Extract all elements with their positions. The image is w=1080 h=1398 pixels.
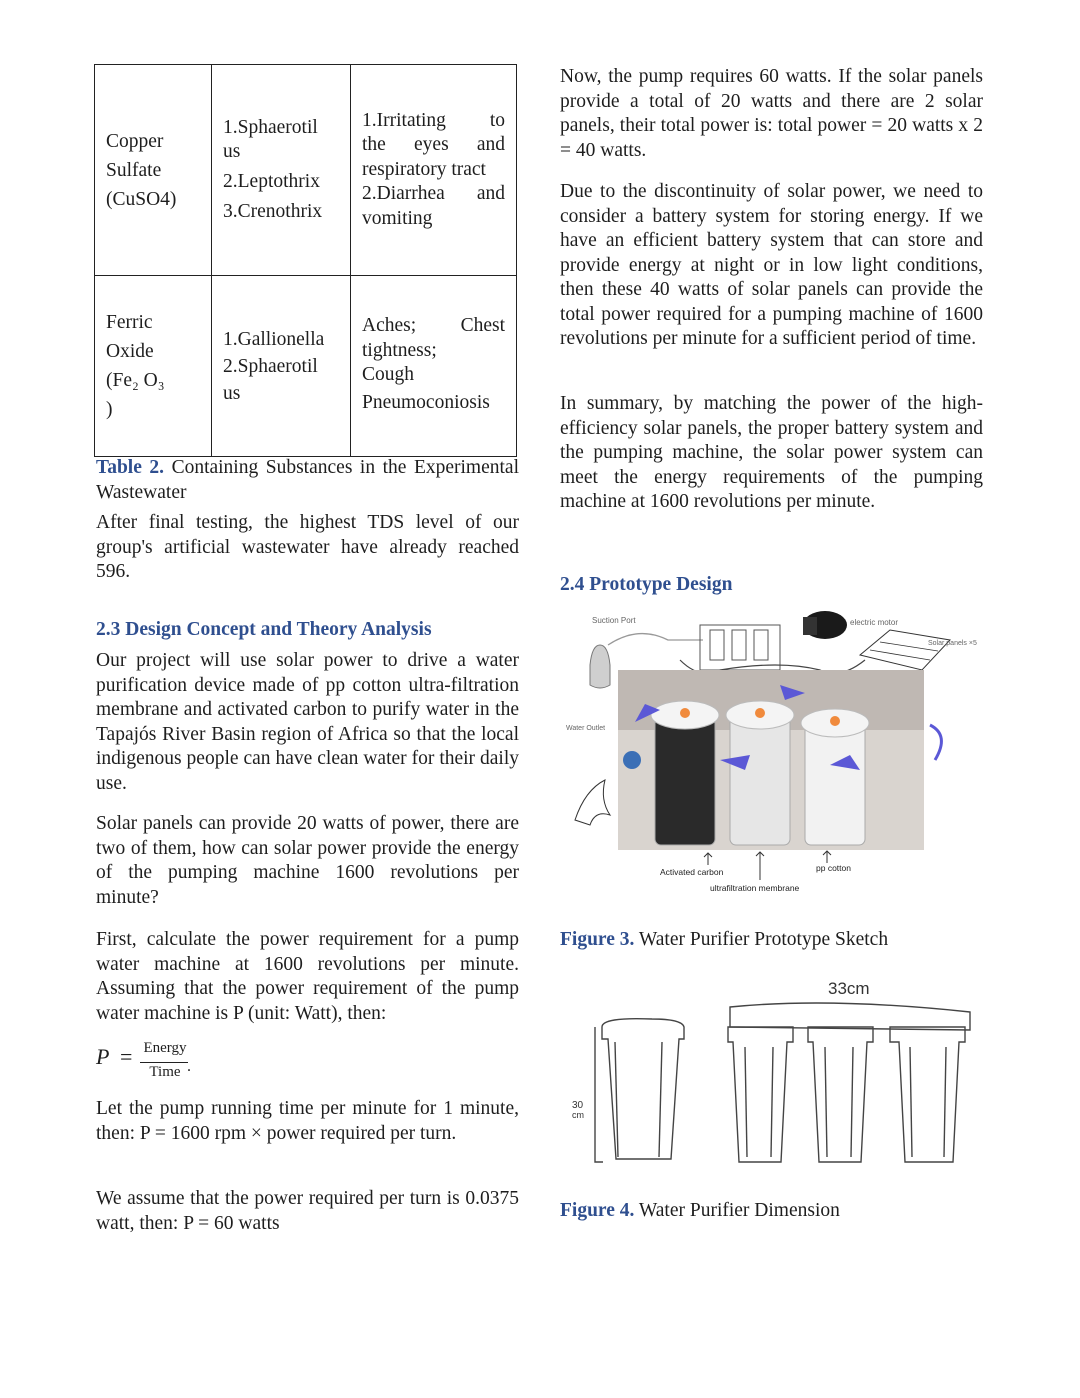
figure-3-caption — [560, 928, 983, 953]
cell-line: (Fe₂ O₃ — [106, 370, 165, 391]
cell-line: 1.Gallionella — [223, 328, 325, 350]
cell-line: Aches; Chest — [362, 315, 505, 337]
gauge-icon — [623, 751, 641, 769]
figure-4-caption — [560, 1199, 983, 1224]
paragraph: We assume that the power required per turn is 0.0375 watt, then: P = 60 watts — [96, 1188, 519, 1234]
table-cell-effects — [351, 276, 517, 457]
panel-line — [870, 650, 930, 660]
cell-line: Oxide — [106, 341, 154, 362]
cell-line: 1.Sphaerotil — [223, 117, 318, 138]
filter-sketch-unit — [710, 630, 724, 660]
caption-label: Figure 4. — [560, 1200, 635, 1221]
caption-text: Water Purifier Dimension — [638, 1200, 840, 1221]
dimension-sketch-svg — [560, 972, 983, 1172]
fraction-bar — [140, 1062, 188, 1063]
section-2-3-para-1 — [96, 649, 519, 796]
formula-variable: P — [96, 1044, 110, 1069]
motor-body — [803, 617, 817, 635]
single-canister-sketch — [595, 1019, 684, 1162]
table-cell-effects — [351, 65, 517, 276]
cap-knob — [680, 708, 690, 718]
cell-line: 2.Sphaerotil — [223, 355, 318, 377]
cell-line: 2.Diarrhea and — [362, 183, 505, 205]
label-electric-motor: electric motor — [850, 618, 899, 627]
paragraph: Now, the pump requires 60 watts. If the solar panels provide a total of 20 watts and there are 2 solar panels, their total power is: total power = 20 watts x 2 = 40 watts. — [560, 66, 983, 161]
right-para-2 — [560, 180, 983, 352]
height-dimension-unit: cm — [572, 1110, 584, 1120]
right-para-3 — [560, 392, 983, 515]
filter-sketch-unit — [732, 630, 746, 660]
ultrafiltration-canister — [730, 715, 790, 845]
paragraph: Solar panels can provide 20 watts of power, there are two of them, how can solar power provide the energy of the pumping machine 1600 revolutions per minute? — [96, 813, 519, 908]
cap-knob — [830, 716, 840, 726]
pointer-arrow-icon — [756, 852, 764, 880]
cell-line: us — [223, 382, 241, 404]
cell-line: 3.Crenothrix — [223, 201, 323, 222]
activated-carbon-canister — [655, 715, 715, 845]
curved-arrow-icon — [930, 725, 941, 760]
triple-canister-sketch — [728, 1003, 970, 1162]
cell-line: 1.Irritating to — [362, 109, 505, 131]
table-row — [95, 276, 517, 457]
label-pp-cotton: pp cotton — [816, 863, 851, 873]
table-cell-bacteria — [212, 65, 351, 276]
water-outlet-sketch — [575, 780, 610, 825]
table-2 — [94, 64, 517, 457]
cell-line: Ferric — [106, 312, 153, 333]
cell-line: Copper — [106, 130, 164, 152]
formula-numerator: Energy — [143, 1040, 187, 1056]
hose-line — [608, 634, 703, 645]
paragraph: First, calculate the power requirement for a pump water machine at 1600 revolutions per minute. Assuming that the power requirement of the pump water machine is P (unit: Watt), then: — [96, 929, 519, 1024]
caption-label: Table 2. — [96, 457, 165, 478]
cell-line: Cough — [362, 364, 415, 386]
section-2-3-para-5 — [96, 1187, 519, 1236]
cell-line: tightness; — [362, 339, 437, 361]
table-cell-substance — [95, 276, 212, 457]
paragraph: Let the pump running time per minute for 1 minute, then: P = 1600 rpm × power required per turn. — [96, 1098, 519, 1144]
section-heading-2-3: 2.3 Design Concept and Theory Analysis — [96, 619, 432, 640]
section-2-3-para-2 — [96, 812, 519, 910]
table-cell-substance — [95, 65, 212, 276]
caption-label: Figure 3. — [560, 929, 635, 950]
figure-3-prototype-sketch — [560, 605, 983, 900]
cell-line: ) — [106, 399, 113, 420]
height-dimension-label: 30 — [572, 1100, 584, 1111]
paragraph: Due to the discontinuity of solar power, we need to consider a battery system for storing energy. If we have an efficient battery system that can store and provide energy at night or in low light conditions, then these 40 watts of solar panels can provide the total power required for a pumping machine of 1600 revolutions per minute for a sufficient period of time. — [560, 181, 983, 349]
cell-line: 2.Leptothrix — [223, 171, 320, 192]
section-2-3-para-3 — [96, 928, 519, 1026]
suction-port-icon — [590, 645, 610, 688]
right-para-1 — [560, 65, 983, 163]
solar-panel-icon — [860, 630, 950, 670]
label-ultrafiltration: ultrafiltration membrane — [710, 883, 800, 893]
label-solar-panels: Solar panels ×5 — [928, 640, 977, 647]
label-activated-carbon: Activated carbon — [660, 867, 724, 877]
cell-line: Sulfate — [106, 159, 162, 181]
pointer-arrow-icon — [823, 851, 831, 863]
cap-knob — [755, 708, 765, 718]
pointer-arrow-icon — [704, 853, 712, 865]
label-water-outlet: Water Outlet — [566, 725, 606, 732]
caption-text: Water Purifier Prototype Sketch — [638, 929, 889, 950]
section-heading-2-4: 2.4 Prototype Design — [560, 574, 733, 595]
formula-equals: = — [120, 1044, 133, 1069]
section-2-3-para-4 — [96, 1097, 519, 1146]
caption-text: Containing Substances in the Experimental Wastewater — [96, 457, 519, 503]
paragraph: After final testing, the highest TDS level of our group's artificial wastewater have already reached 596. — [96, 512, 519, 582]
paragraph: Our project will use solar power to drive a water purification device made of pp cotton ultra-filtration membrane and activated carbon to purify water in the Tapajós River Basin region of Africa so that the local indigenous people can have clean water for their daily use. — [96, 650, 519, 794]
filter-sketch-unit — [754, 630, 768, 660]
paragraph: In summary, by matching the power of the high-efficiency solar panels, the proper battery system and the pumping machine, the solar power system can meet the energy requirements of the pumping machine at 1600 revolutions per minute. — [560, 393, 983, 512]
tds-paragraph — [96, 511, 519, 585]
cell-line: Pneumoconiosis — [362, 391, 490, 413]
cell-line: the eyes and — [362, 134, 505, 156]
figure-4-dimension-sketch — [560, 972, 983, 1172]
prototype-sketch-svg — [560, 605, 983, 900]
cell-line: vomiting — [362, 207, 433, 229]
cell-line: (CuSO4) — [106, 188, 177, 210]
formula-denominator: Time — [149, 1064, 181, 1080]
label-suction-port: Suction Port — [592, 616, 636, 625]
formula-period: . — [187, 1058, 191, 1075]
cell-line: respiratory tract — [362, 158, 486, 180]
table-row — [95, 65, 517, 276]
table-cell-bacteria — [212, 276, 351, 457]
width-dimension-label: 33cm — [828, 979, 870, 998]
table-caption — [96, 456, 519, 505]
cell-line: us — [223, 141, 241, 162]
